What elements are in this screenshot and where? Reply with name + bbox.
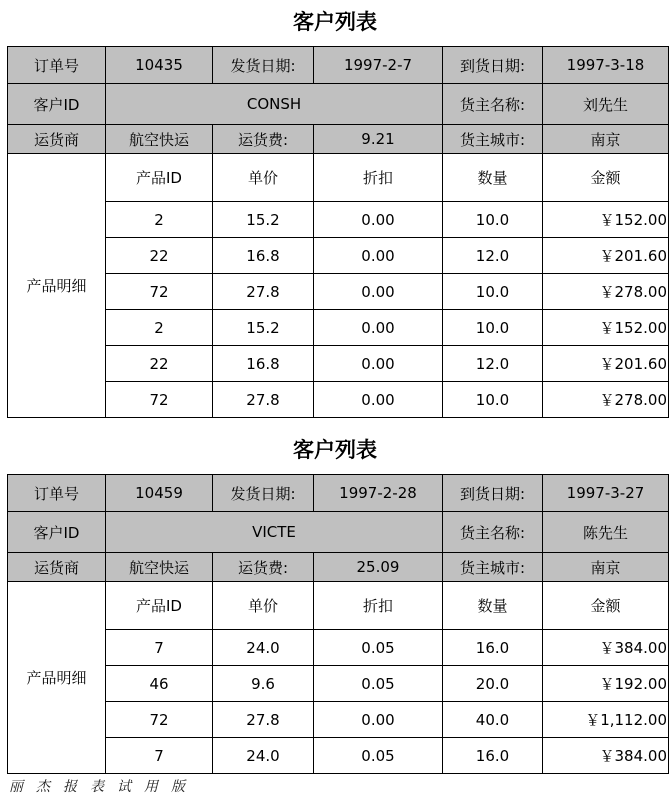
product-id-cell: 2 xyxy=(106,310,213,346)
column-header: 产品ID xyxy=(106,582,213,630)
table-row xyxy=(8,666,669,702)
product-id-cell: 7 xyxy=(106,630,213,666)
city-value: 南京 xyxy=(543,553,669,582)
discount-cell: 0.00 xyxy=(314,238,443,274)
ship-date-label: 发货日期: xyxy=(213,475,314,512)
amount-cell: ￥278.00 xyxy=(543,382,669,418)
amount-cell: ￥1,112.00 xyxy=(543,702,669,738)
column-header: 产品ID xyxy=(106,154,213,202)
city-label: 货主城市: xyxy=(443,125,543,154)
amount-cell: ￥192.00 xyxy=(543,666,669,702)
report-title: 客户列表 xyxy=(293,10,377,34)
discount-cell: 0.05 xyxy=(314,630,443,666)
unit-price-cell: 15.2 xyxy=(213,202,314,238)
column-header: 数量 xyxy=(443,582,543,630)
quantity-cell: 10.0 xyxy=(443,274,543,310)
carrier-label: 运货商 xyxy=(8,553,106,582)
table-row xyxy=(8,382,669,418)
product-id-cell: 72 xyxy=(106,274,213,310)
discount-cell: 0.00 xyxy=(314,346,443,382)
order-no-value: 10459 xyxy=(106,475,213,512)
arrive-date-label: 到货日期: xyxy=(443,475,543,512)
owner-name-label: 货主名称: xyxy=(443,84,543,125)
table-row xyxy=(8,702,669,738)
table-row xyxy=(8,310,669,346)
discount-cell: 0.05 xyxy=(314,738,443,774)
customer-id-value: CONSH xyxy=(106,84,443,125)
table-row xyxy=(8,274,669,310)
product-id-cell: 7 xyxy=(106,738,213,774)
ship-date-value: 1997-2-7 xyxy=(314,47,443,84)
amount-cell: ￥152.00 xyxy=(543,310,669,346)
column-header: 金额 xyxy=(543,154,669,202)
discount-cell: 0.00 xyxy=(314,274,443,310)
owner-name-value: 刘先生 xyxy=(543,84,669,125)
unit-price-cell: 16.8 xyxy=(213,238,314,274)
amount-cell: ￥201.60 xyxy=(543,238,669,274)
amount-cell: ￥278.00 xyxy=(543,274,669,310)
order-no-value: 10435 xyxy=(106,47,213,84)
carrier-value: 航空快运 xyxy=(106,553,213,582)
column-header: 折扣 xyxy=(314,582,443,630)
city-value: 南京 xyxy=(543,125,669,154)
discount-cell: 0.05 xyxy=(314,666,443,702)
unit-price-cell: 27.8 xyxy=(213,274,314,310)
product-id-cell: 46 xyxy=(106,666,213,702)
amount-cell: ￥201.60 xyxy=(543,346,669,382)
quantity-cell: 12.0 xyxy=(443,346,543,382)
quantity-cell: 12.0 xyxy=(443,238,543,274)
arrive-date-value: 1997-3-27 xyxy=(543,475,669,512)
amount-cell: ￥384.00 xyxy=(543,738,669,774)
owner-name-value: 陈先生 xyxy=(543,512,669,553)
table-row xyxy=(8,738,669,774)
quantity-cell: 20.0 xyxy=(443,666,543,702)
amount-cell: ￥152.00 xyxy=(543,202,669,238)
unit-price-cell: 27.8 xyxy=(213,702,314,738)
freight-value: 9.21 xyxy=(314,125,443,154)
unit-price-cell: 24.0 xyxy=(213,630,314,666)
product-detail-label: 产品明细 xyxy=(8,582,106,774)
quantity-cell: 10.0 xyxy=(443,202,543,238)
arrive-date-label: 到货日期: xyxy=(443,47,543,84)
report-title: 客户列表 xyxy=(293,438,377,462)
column-header: 数量 xyxy=(443,154,543,202)
unit-price-cell: 9.6 xyxy=(213,666,314,702)
trial-watermark-text: 丽杰报表试用版 xyxy=(9,779,198,795)
table-row xyxy=(8,238,669,274)
product-id-cell: 2 xyxy=(106,202,213,238)
quantity-cell: 16.0 xyxy=(443,630,543,666)
column-header: 折扣 xyxy=(314,154,443,202)
product-id-cell: 72 xyxy=(106,382,213,418)
discount-cell: 0.00 xyxy=(314,382,443,418)
product-id-cell: 22 xyxy=(106,238,213,274)
ship-date-label: 发货日期: xyxy=(213,47,314,84)
customer-id-label: 客户ID xyxy=(8,512,106,553)
amount-cell: ￥384.00 xyxy=(543,630,669,666)
arrive-date-value: 1997-3-18 xyxy=(543,47,669,84)
column-header: 单价 xyxy=(213,154,314,202)
discount-cell: 0.00 xyxy=(314,202,443,238)
unit-price-cell: 16.8 xyxy=(213,346,314,382)
quantity-cell: 40.0 xyxy=(443,702,543,738)
order-table xyxy=(7,474,669,774)
carrier-label: 运货商 xyxy=(8,125,106,154)
freight-label: 运货费: xyxy=(213,553,314,582)
quantity-cell: 10.0 xyxy=(443,310,543,346)
quantity-cell: 10.0 xyxy=(443,382,543,418)
table-row xyxy=(8,630,669,666)
unit-price-cell: 15.2 xyxy=(213,310,314,346)
table-row xyxy=(8,202,669,238)
customer-id-value: VICTE xyxy=(106,512,443,553)
customer-id-label: 客户ID xyxy=(8,84,106,125)
unit-price-cell: 27.8 xyxy=(213,382,314,418)
ship-date-value: 1997-2-28 xyxy=(314,475,443,512)
owner-name-label: 货主名称: xyxy=(443,512,543,553)
order-table xyxy=(7,46,669,418)
order-no-label: 订单号 xyxy=(8,47,106,84)
quantity-cell: 16.0 xyxy=(443,738,543,774)
freight-label: 运货费: xyxy=(213,125,314,154)
column-header: 金额 xyxy=(543,582,669,630)
discount-cell: 0.00 xyxy=(314,702,443,738)
product-id-cell: 72 xyxy=(106,702,213,738)
discount-cell: 0.00 xyxy=(314,310,443,346)
product-id-cell: 22 xyxy=(106,346,213,382)
table-row xyxy=(8,346,669,382)
unit-price-cell: 24.0 xyxy=(213,738,314,774)
product-detail-label: 产品明细 xyxy=(8,154,106,418)
order-no-label: 订单号 xyxy=(8,475,106,512)
city-label: 货主城市: xyxy=(443,553,543,582)
freight-value: 25.09 xyxy=(314,553,443,582)
carrier-value: 航空快运 xyxy=(106,125,213,154)
column-header: 单价 xyxy=(213,582,314,630)
